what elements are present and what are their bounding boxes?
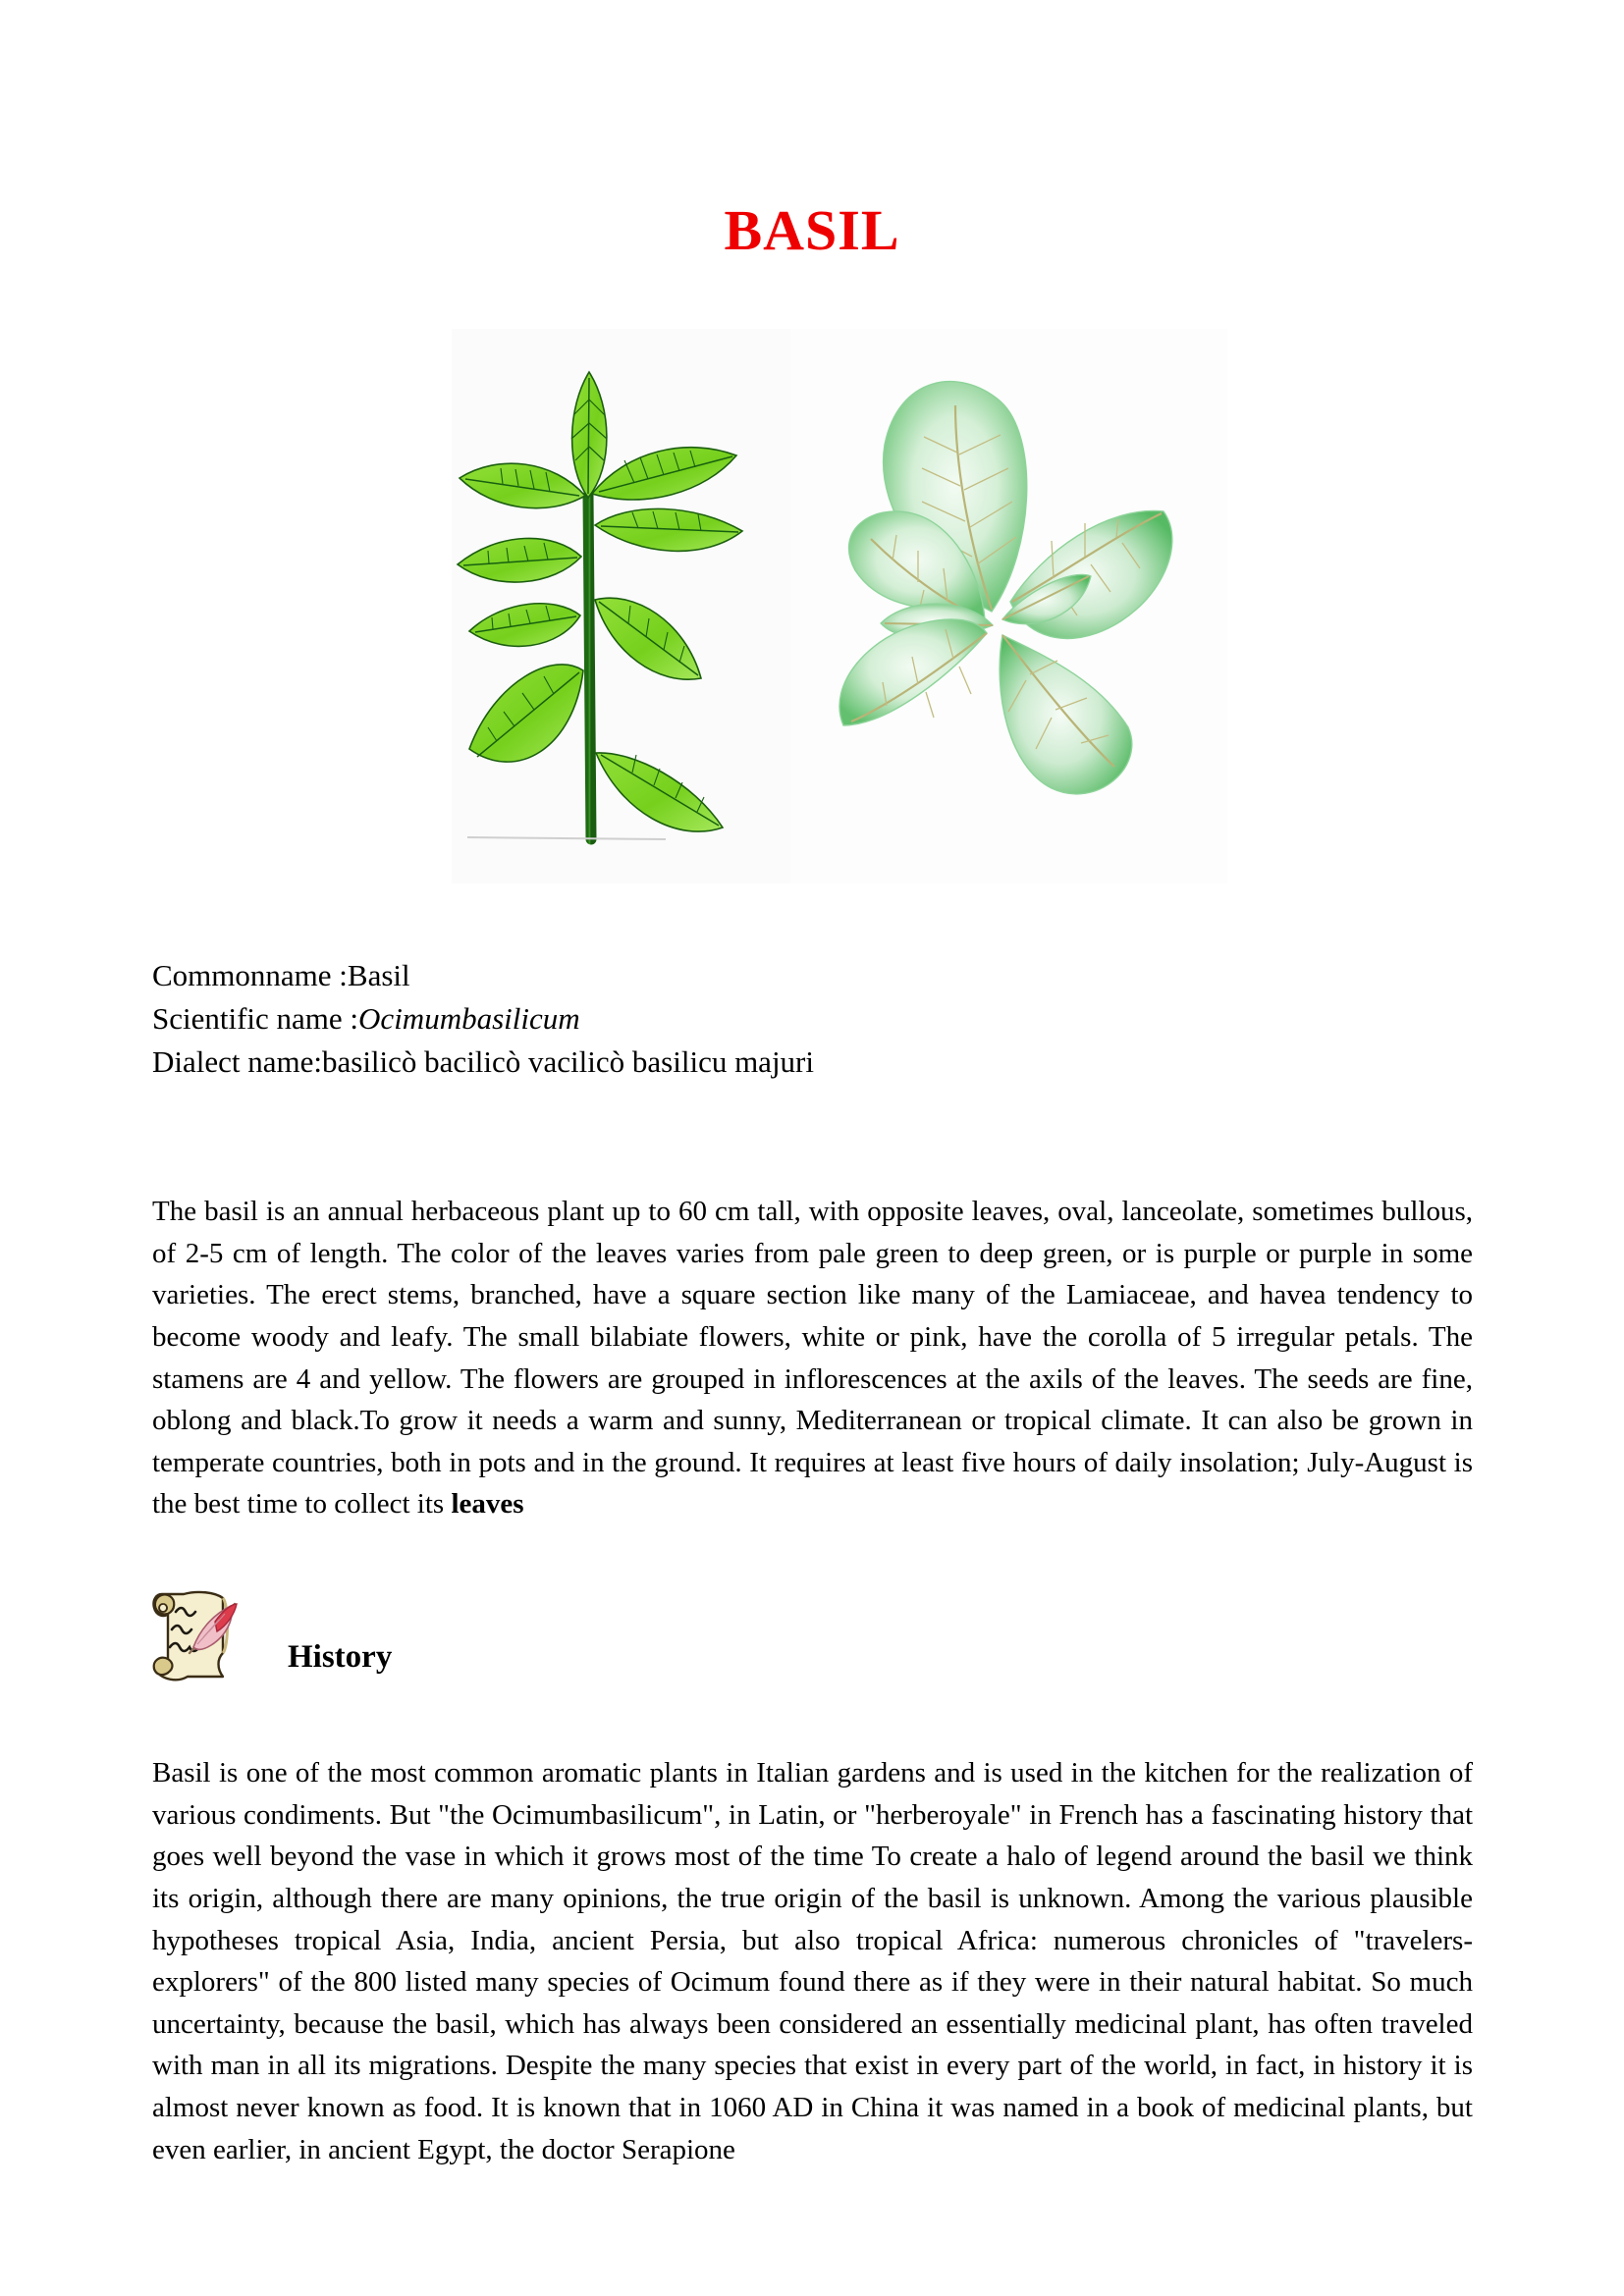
history-heading: History: [288, 1639, 393, 1675]
page-title: BASIL: [724, 198, 900, 262]
basil-plant-drawing-image: [452, 329, 790, 883]
common-name-line: [152, 954, 1473, 997]
dialect-name-value: basilicò bacilicò vacilicò basilicu majuri: [322, 1044, 814, 1080]
history-paragraph: Basil is one of the most common aromatic plants in Italian gardens and is used in the kitchen for the realization of various condiments. But "the Ocimumbasilicum", in Latin, or "herberoyale" in French has a fascinating history that goes well beyond the vase in which it grows most of the time To create a halo of legend around the basil we think its origin, although there are many opinions, the true origin of the basil is unknown. Among the various plausible hypotheses tropical Asia, India, ancient Persia, but also tropical Africa: numerous chronicles of "travelers-explorers" of the 800 listed many species of Ocimum found there as if they were in their natural habitat. So much uncertainty, because the basil, which has always been considered an essentially medicinal plant, has often traveled with man in all its migrations. Despite the many species that exist in every part of the world, in fact, in history it is almost never known as food. It is known that in 1060 AD in China it was named in a book of medicinal plants, but even earlier, in ancient Egypt, the doctor Serapione: [152, 1757, 1473, 2165]
description-bold-tail: leaves: [451, 1488, 524, 1521]
dialect-name-label: Dialect name:: [152, 1044, 322, 1080]
scientific-name-label: Scientific name :: [152, 1001, 359, 1037]
figure-band: [452, 329, 1227, 883]
dialect-name-line: [152, 1041, 1473, 1084]
description-text: The basil is an annual herbaceous plant up to 60 cm tall, with opposite leaves, oval, lanceolate, sometimes bullous, of 2-5 cm of length. The color of the leaves varies from pale green to deep green, or is purple or purple in some varieties. The erect stems, branched, have a square section like many of the Lamiaceae, and havea tendency to become woody and leafy. The small bilabiate flowers, white or pink, have the corolla of 5 irregular petals. The stamens are 4 and yellow. The flowers are grouped in inflorescences at the axils of the leaves. The seeds are fine, oblong and black.To grow it needs a warm and sunny, Mediterranean or tropical climate. It can also be grown in temperate countries, both in pots and in the ground. It requires at least five hours of daily insolation; July-August is the best time to collect its: [152, 1196, 1473, 1521]
name-block: [152, 954, 1473, 1084]
scroll-quill-icon: [133, 1578, 243, 1688]
history-heading-group: [133, 1578, 820, 1696]
common-name-value: Basil: [347, 958, 410, 992]
basil-leaf-rosette-image: [790, 329, 1227, 883]
description-paragraph: [152, 1191, 1473, 1525]
common-name-label: Commonname :: [152, 958, 348, 992]
scientific-name-line: [152, 997, 1473, 1041]
scientific-name-value: Ocimumbasilicum: [358, 1001, 580, 1037]
